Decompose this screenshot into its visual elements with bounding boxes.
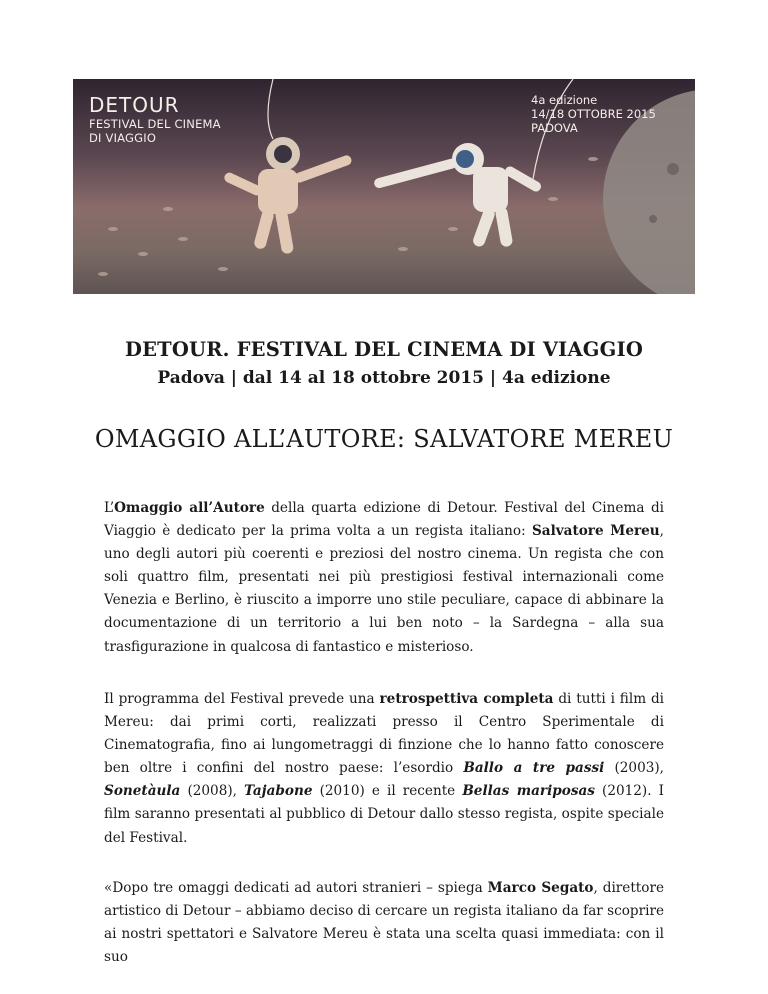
text-span: , direttore artistico di Detour – abbiamo deciso di cercare un regista italiano da far scoprire ai nostri spettatori e Salvatore Mereu è stata una scelta quasi immediata: con il suo bbox=[104, 880, 664, 966]
text-span: L’ bbox=[104, 500, 115, 516]
article-title: OMAGGIO ALL’AUTORE: SALVATORE MEREU bbox=[94, 425, 674, 453]
paragraph-1 bbox=[104, 497, 664, 659]
text-span: (2008), bbox=[180, 783, 245, 800]
text-span: (2012). I film saranno presentati al pubblico di Detour dallo stesso regista, ospite speciale del Festival. bbox=[104, 783, 664, 846]
text-span: della quarta edizione di Detour. Festival del Cinema di Viaggio è dedicato per la prima volta a un regista italiano: bbox=[104, 500, 664, 540]
festival-banner bbox=[73, 79, 695, 294]
bold-span: Marco Segato bbox=[487, 880, 594, 896]
text-span: «Dopo tre omaggi dedicati ad autori stranieri – spiega bbox=[104, 880, 488, 896]
banner-subtitle-2: DI VIAGGIO bbox=[89, 131, 157, 145]
bold-span: Salvatore Mereu bbox=[531, 523, 660, 540]
banner-city: PADOVA bbox=[531, 121, 578, 135]
film-title: Sonetàula bbox=[104, 783, 181, 800]
text-span: (2003), bbox=[604, 760, 664, 777]
festival-heading: DETOUR. FESTIVAL DEL CINEMA DI VIAGGIO bbox=[124, 338, 644, 361]
banner-dates: 14/18 OTTOBRE 2015 bbox=[531, 107, 656, 121]
bold-span: Omaggio all’Autore bbox=[114, 500, 265, 516]
banner-edition: 4a edizione bbox=[531, 93, 598, 107]
text-span: di tutti i film di Mereu: dai primi corti, realizzati presso il Centro Sperimentale di Cinematografia, fino ai lungometraggi di finzione che lo hanno fatto conoscere ben oltre i confini del nostro paese: l’esordio bbox=[104, 691, 665, 777]
text-span: , uno degli autori più coerenti e preziosi del nostro cinema. Un regista che con soli quattro film, presentati nei più prestigiosi festival internazionali come Venezia e Berlino, è riuscito a imporre uno stile peculiare, capace di abbinare la documentazione di un territorio a lui ben noto – la Sardegna – alla sua trasfigurazione in qualcosa di fantastico e misterioso. bbox=[104, 523, 664, 655]
banner-title-block bbox=[89, 93, 221, 145]
bold-span: retrospettiva completa bbox=[379, 691, 554, 707]
paragraph-3 bbox=[104, 877, 664, 969]
text-span: (2010) e il recente bbox=[312, 783, 463, 800]
paragraph-2 bbox=[104, 688, 664, 850]
film-title: Tajabone bbox=[244, 783, 313, 800]
film-title: Bellas mariposas bbox=[462, 783, 595, 800]
banner-subtitle-1: FESTIVAL DEL CINEMA bbox=[89, 117, 221, 131]
banner-title: DETOUR bbox=[89, 93, 180, 117]
banner-info-block bbox=[531, 93, 656, 135]
festival-subheading: Padova | dal 14 al 18 ottobre 2015 | 4a edizione bbox=[157, 368, 611, 388]
film-title: Ballo a tre passi bbox=[463, 760, 605, 777]
text-span: Il programma del Festival prevede una bbox=[104, 691, 380, 707]
